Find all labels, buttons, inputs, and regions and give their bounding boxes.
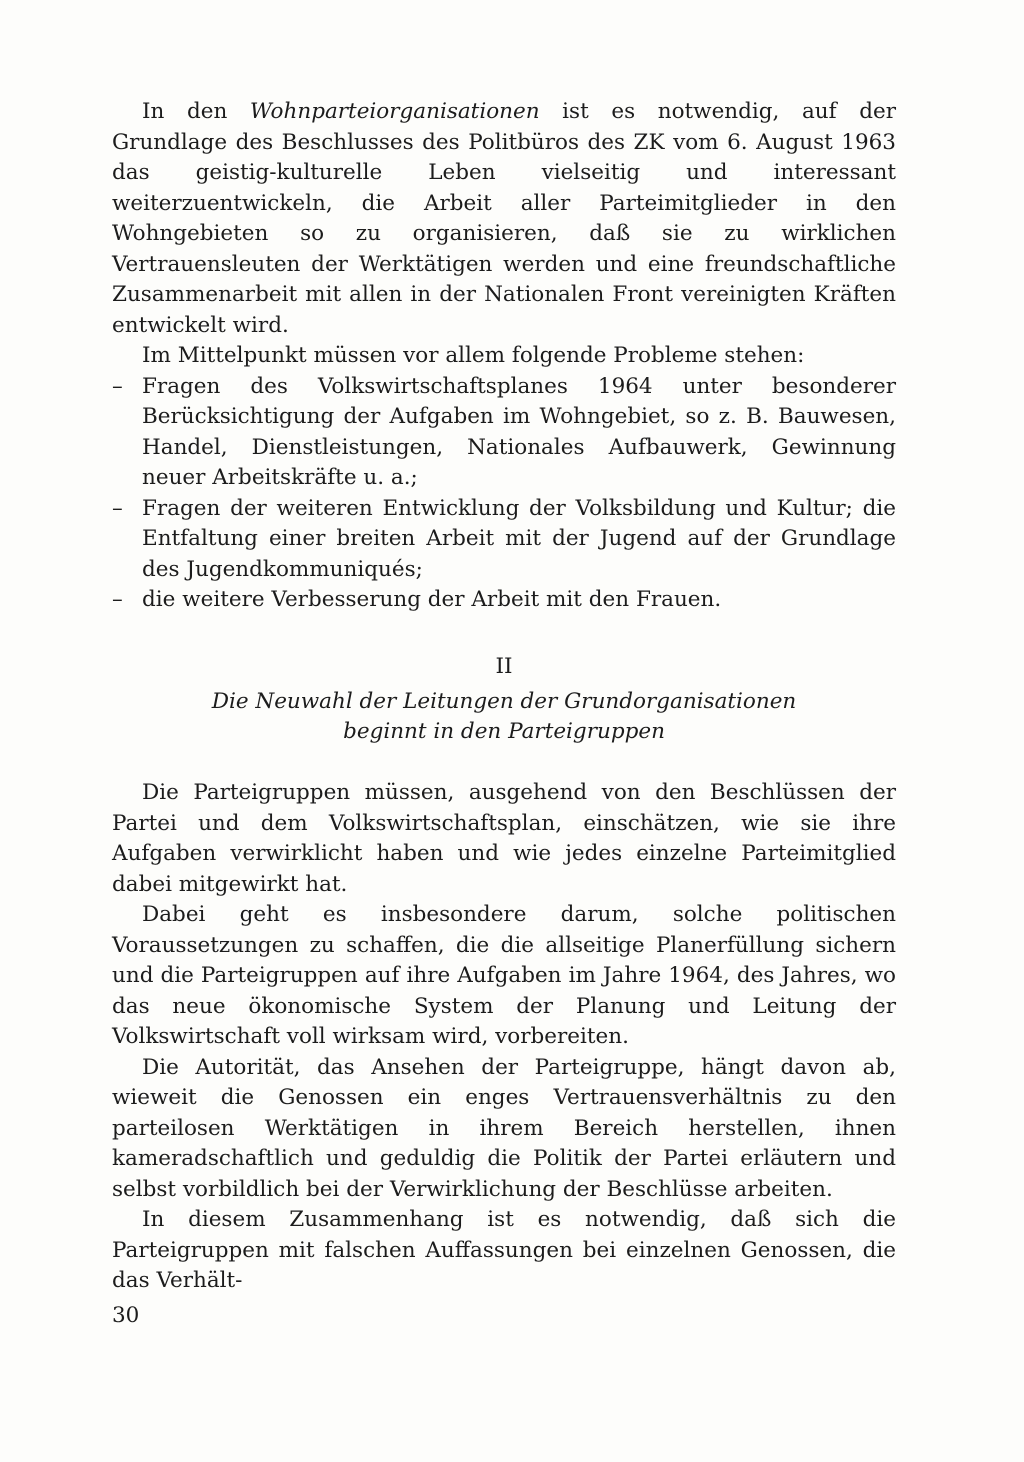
paragraph: Die Parteigruppen müssen, ausgehend von den Beschlüssen der Partei und dem Volkswirtschaftsplan, einschätzen, wie sie ihre Aufgaben verwirklicht haben und wie jedes einzelne Parteimitglied dabei mitgewirkt hat. xyxy=(112,780,896,897)
paragraph: Die Autorität, das Ansehen der Parteigruppe, hängt davon ab, wieweit die Genossen ein enges Vertrauensverhältnis zu den parteilosen Werktätigen in ihrem Bereich herstellen, ihnen kameradschaftlich und geduldig die Politik der Partei erläutern und selbst vorbildlich bei der Verwirklichung der Beschlüsse arbeiten. xyxy=(112,1054,896,1202)
paragraph-prefix: In den xyxy=(142,99,250,124)
text-block-bottom xyxy=(112,778,896,1297)
list-item-text: Fragen des Volkswirtschaftsplanes 1964 unter besonderer Berücksichtigung der Aufgaben im Wohngebiet, so z. B. Bauwesen, Handel, Dienstleistungen, Nationales Aufbauwerk, Gewinnung neuer Arbeitskräfte u. a.; xyxy=(142,373,896,490)
list-item xyxy=(112,372,896,494)
paragraph-rest: ist es notwendig, auf der Grundlage des Beschlusses des Politbüros des ZK vom 6. August 1963 das geistig-kulturelle Leben vielseitig und interessant weiterzuentwickeln, die Arbeit aller Parteimitglieder in den Wohngebieten so zu organisieren, daß sie zu wirklichen Vertrauensleuten der Werktätigen werden und eine freundschaftliche Zusammenarbeit mit allen in der Nationalen Front vereinigten Kräften entwickelt wird. xyxy=(112,99,896,338)
paragraph: Dabei geht es insbesondere darum, solche politischen Voraussetzungen zu schaffen, die die allseitige Planerfüllung sichern und die Parteigruppen auf ihre Aufgaben im Jahre 1964, des Jahres, wo das neue ökonomische System der Planung und Leitung der Volkswirtschaft voll wirksam wird, vorbereiten. xyxy=(112,902,896,1049)
page-number: 30 xyxy=(112,1303,140,1328)
list-item xyxy=(112,494,896,586)
problem-list xyxy=(112,372,896,616)
paragraph: In diesem Zusammenhang ist es notwendig, daß sich die Parteigruppen mit falschen Auffassungen bei einzelnen Genossen, die das Verhält- xyxy=(112,1207,896,1293)
dash-bullet: – xyxy=(112,495,123,521)
list-item-text: Fragen der weiteren Entwicklung der Volksbildung und Kultur; die Entfaltung einer breiten Arbeit mit der Jugend auf der Grundlage des Jugendkommuniqués; xyxy=(142,495,896,582)
section-heading xyxy=(112,652,896,748)
list-item xyxy=(112,585,896,616)
dash-bullet: – xyxy=(112,587,123,612)
list-item-text: die weitere Verbesserung der Arbeit mit den Frauen. xyxy=(142,587,722,612)
section-title-line-2: beginnt in den Parteigruppen xyxy=(343,719,665,744)
dash-bullet: – xyxy=(112,373,123,399)
emphasis-term: Wohnparteiorganisationen xyxy=(249,99,540,124)
text-block-top xyxy=(112,97,896,616)
paragraph-wohnpartei xyxy=(112,97,896,341)
paragraph-mittelpunkt: Im Mittelpunkt müssen vor allem folgende Probleme stehen: xyxy=(142,343,805,368)
section-numeral: II xyxy=(495,654,513,679)
section-title-line-1: Die Neuwahl der Leitungen der Grundorganisationen xyxy=(211,688,797,714)
